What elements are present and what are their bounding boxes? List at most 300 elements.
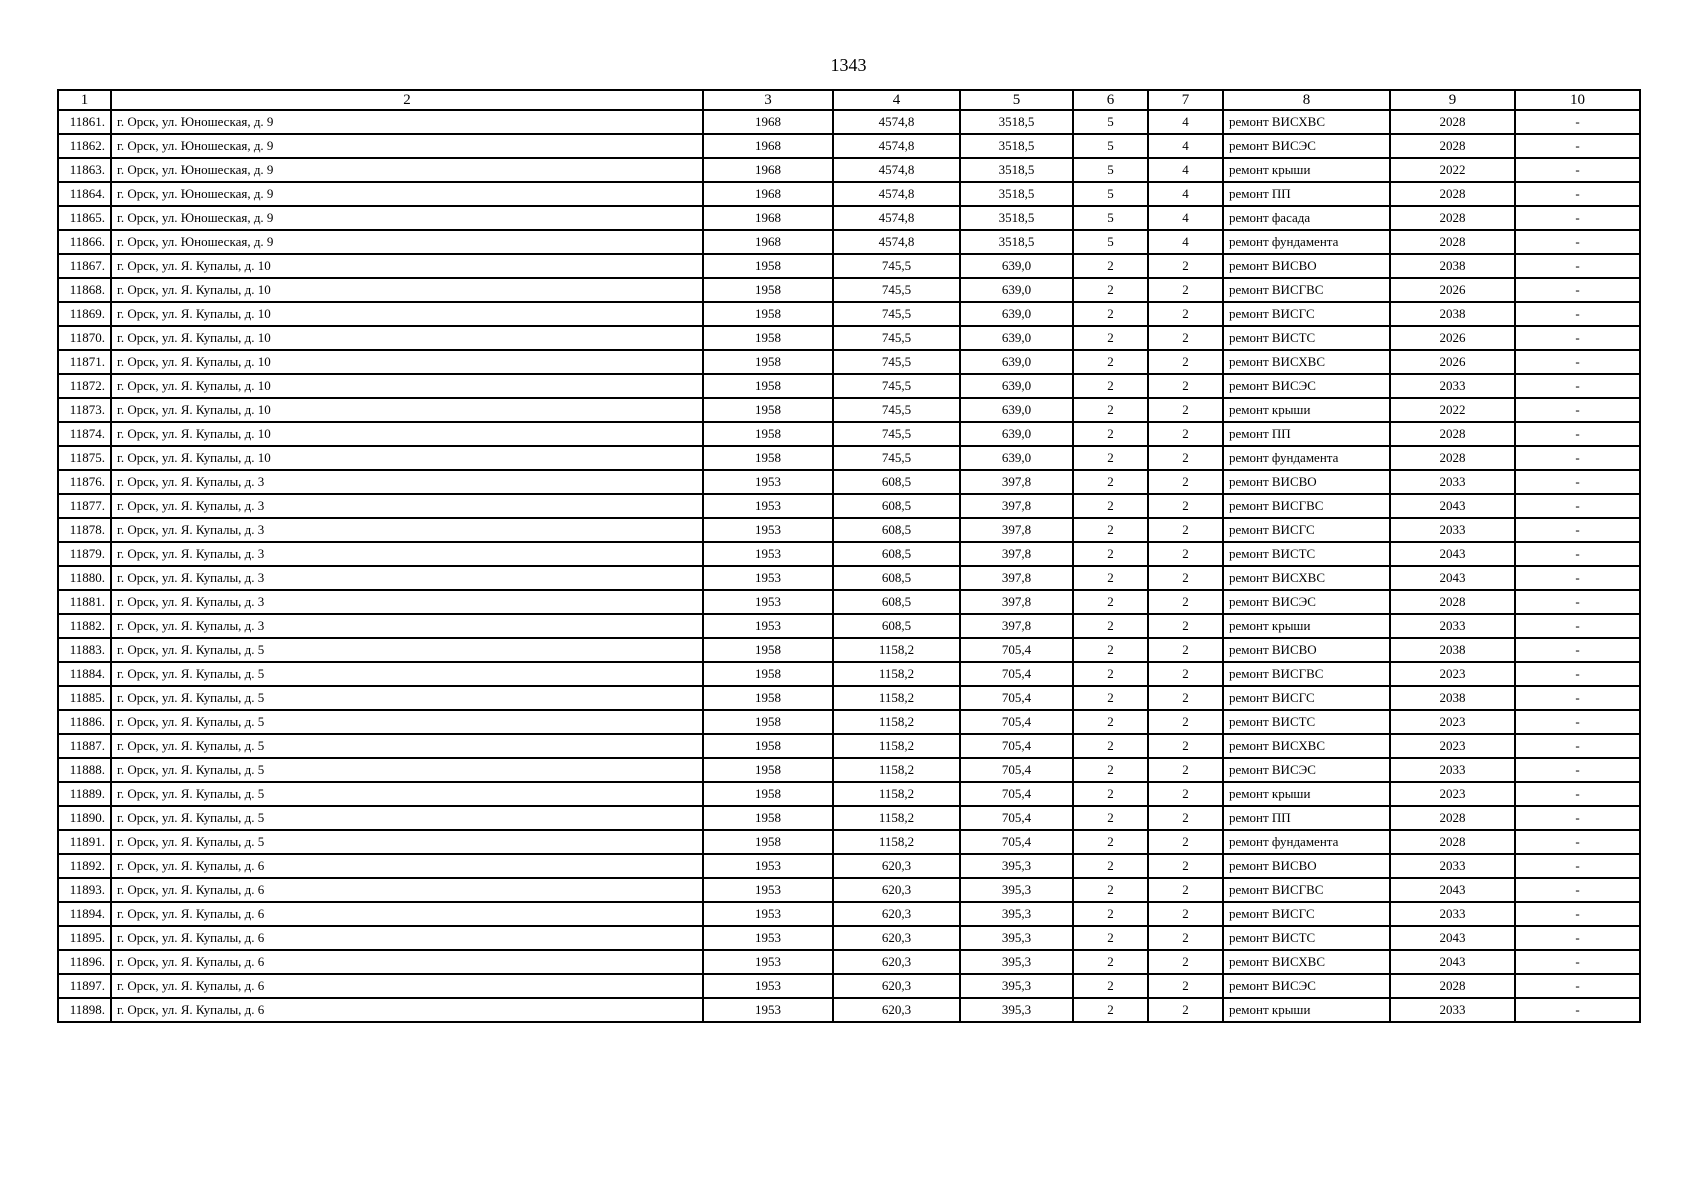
table-row bbox=[58, 398, 1640, 422]
living-area-cell: 639,0 bbox=[960, 302, 1073, 326]
year-built-cell: 1958 bbox=[703, 830, 833, 854]
work-type-cell: ремонт ВИСГВС bbox=[1223, 278, 1390, 302]
row-number-cell: 11892. bbox=[58, 854, 111, 878]
row-number-cell: 11873. bbox=[58, 398, 111, 422]
living-area-cell: 3518,5 bbox=[960, 206, 1073, 230]
plan-year-cell: 2028 bbox=[1390, 110, 1515, 134]
work-type-cell: ремонт ВИСТС bbox=[1223, 710, 1390, 734]
floors-cell: 2 bbox=[1073, 278, 1148, 302]
note-cell: - bbox=[1515, 830, 1640, 854]
year-built-cell: 1953 bbox=[703, 470, 833, 494]
table-row bbox=[58, 686, 1640, 710]
work-type-cell: ремонт ВИСГВС bbox=[1223, 494, 1390, 518]
column-header-8: 8 bbox=[1223, 90, 1390, 110]
address-cell: г. Орск, ул. Я. Купалы, д. 5 bbox=[111, 806, 703, 830]
living-area-cell: 639,0 bbox=[960, 422, 1073, 446]
floors-cell: 2 bbox=[1073, 518, 1148, 542]
note-cell: - bbox=[1515, 782, 1640, 806]
floors-cell: 2 bbox=[1073, 254, 1148, 278]
address-cell: г. Орск, ул. Я. Купалы, д. 5 bbox=[111, 758, 703, 782]
floors-cell: 5 bbox=[1073, 134, 1148, 158]
total-area-cell: 1158,2 bbox=[833, 686, 960, 710]
plan-year-cell: 2028 bbox=[1390, 446, 1515, 470]
work-type-cell: ремонт ВИСГС bbox=[1223, 902, 1390, 926]
note-cell: - bbox=[1515, 206, 1640, 230]
address-cell: г. Орск, ул. Я. Купалы, д. 10 bbox=[111, 326, 703, 350]
column-header-4: 4 bbox=[833, 90, 960, 110]
total-area-cell: 608,5 bbox=[833, 470, 960, 494]
row-number-cell: 11865. bbox=[58, 206, 111, 230]
entrances-cell: 2 bbox=[1148, 710, 1223, 734]
note-cell: - bbox=[1515, 446, 1640, 470]
living-area-cell: 705,4 bbox=[960, 638, 1073, 662]
year-built-cell: 1958 bbox=[703, 638, 833, 662]
table-row bbox=[58, 542, 1640, 566]
work-type-cell: ремонт крыши bbox=[1223, 782, 1390, 806]
note-cell: - bbox=[1515, 566, 1640, 590]
column-header-7: 7 bbox=[1148, 90, 1223, 110]
total-area-cell: 608,5 bbox=[833, 518, 960, 542]
column-header-9: 9 bbox=[1390, 90, 1515, 110]
note-cell: - bbox=[1515, 374, 1640, 398]
entrances-cell: 4 bbox=[1148, 110, 1223, 134]
row-number-cell: 11863. bbox=[58, 158, 111, 182]
row-number-cell: 11889. bbox=[58, 782, 111, 806]
entrances-cell: 2 bbox=[1148, 446, 1223, 470]
note-cell: - bbox=[1515, 278, 1640, 302]
table-row bbox=[58, 374, 1640, 398]
entrances-cell: 2 bbox=[1148, 470, 1223, 494]
total-area-cell: 745,5 bbox=[833, 398, 960, 422]
entrances-cell: 2 bbox=[1148, 278, 1223, 302]
plan-year-cell: 2043 bbox=[1390, 926, 1515, 950]
note-cell: - bbox=[1515, 182, 1640, 206]
work-type-cell: ремонт крыши bbox=[1223, 158, 1390, 182]
table-row bbox=[58, 518, 1640, 542]
entrances-cell: 2 bbox=[1148, 758, 1223, 782]
year-built-cell: 1958 bbox=[703, 662, 833, 686]
living-area-cell: 705,4 bbox=[960, 806, 1073, 830]
plan-year-cell: 2033 bbox=[1390, 374, 1515, 398]
row-number-cell: 11867. bbox=[58, 254, 111, 278]
floors-cell: 2 bbox=[1073, 734, 1148, 758]
year-built-cell: 1953 bbox=[703, 542, 833, 566]
plan-year-cell: 2026 bbox=[1390, 326, 1515, 350]
entrances-cell: 2 bbox=[1148, 854, 1223, 878]
note-cell: - bbox=[1515, 758, 1640, 782]
floors-cell: 2 bbox=[1073, 830, 1148, 854]
row-number-cell: 11880. bbox=[58, 566, 111, 590]
floors-cell: 5 bbox=[1073, 158, 1148, 182]
address-cell: г. Орск, ул. Я. Купалы, д. 5 bbox=[111, 638, 703, 662]
table-row bbox=[58, 782, 1640, 806]
year-built-cell: 1953 bbox=[703, 926, 833, 950]
row-number-cell: 11886. bbox=[58, 710, 111, 734]
year-built-cell: 1953 bbox=[703, 974, 833, 998]
plan-year-cell: 2043 bbox=[1390, 566, 1515, 590]
total-area-cell: 745,5 bbox=[833, 422, 960, 446]
entrances-cell: 2 bbox=[1148, 878, 1223, 902]
entrances-cell: 2 bbox=[1148, 398, 1223, 422]
entrances-cell: 2 bbox=[1148, 302, 1223, 326]
plan-year-cell: 2043 bbox=[1390, 494, 1515, 518]
year-built-cell: 1968 bbox=[703, 230, 833, 254]
work-type-cell: ремонт ВИСЭС bbox=[1223, 374, 1390, 398]
work-type-cell: ремонт ВИСЭС bbox=[1223, 758, 1390, 782]
total-area-cell: 1158,2 bbox=[833, 734, 960, 758]
address-cell: г. Орск, ул. Я. Купалы, д. 10 bbox=[111, 398, 703, 422]
plan-year-cell: 2026 bbox=[1390, 350, 1515, 374]
row-number-cell: 11890. bbox=[58, 806, 111, 830]
table-row bbox=[58, 902, 1640, 926]
living-area-cell: 3518,5 bbox=[960, 230, 1073, 254]
note-cell: - bbox=[1515, 902, 1640, 926]
address-cell: г. Орск, ул. Я. Купалы, д. 6 bbox=[111, 998, 703, 1022]
living-area-cell: 397,8 bbox=[960, 542, 1073, 566]
entrances-cell: 2 bbox=[1148, 326, 1223, 350]
entrances-cell: 4 bbox=[1148, 182, 1223, 206]
row-number-cell: 11872. bbox=[58, 374, 111, 398]
plan-year-cell: 2028 bbox=[1390, 230, 1515, 254]
address-cell: г. Орск, ул. Я. Купалы, д. 10 bbox=[111, 254, 703, 278]
floors-cell: 2 bbox=[1073, 662, 1148, 686]
total-area-cell: 745,5 bbox=[833, 446, 960, 470]
note-cell: - bbox=[1515, 302, 1640, 326]
note-cell: - bbox=[1515, 518, 1640, 542]
plan-year-cell: 2023 bbox=[1390, 710, 1515, 734]
plan-year-cell: 2038 bbox=[1390, 686, 1515, 710]
living-area-cell: 639,0 bbox=[960, 374, 1073, 398]
plan-year-cell: 2033 bbox=[1390, 614, 1515, 638]
year-built-cell: 1958 bbox=[703, 422, 833, 446]
address-cell: г. Орск, ул. Я. Купалы, д. 10 bbox=[111, 374, 703, 398]
table-row bbox=[58, 350, 1640, 374]
work-type-cell: ремонт ВИСГС bbox=[1223, 686, 1390, 710]
table-row bbox=[58, 470, 1640, 494]
floors-cell: 2 bbox=[1073, 446, 1148, 470]
address-cell: г. Орск, ул. Я. Купалы, д. 5 bbox=[111, 686, 703, 710]
table-row bbox=[58, 278, 1640, 302]
address-cell: г. Орск, ул. Я. Купалы, д. 5 bbox=[111, 710, 703, 734]
entrances-cell: 2 bbox=[1148, 662, 1223, 686]
column-header-6: 6 bbox=[1073, 90, 1148, 110]
total-area-cell: 620,3 bbox=[833, 878, 960, 902]
total-area-cell: 4574,8 bbox=[833, 110, 960, 134]
column-header-5: 5 bbox=[960, 90, 1073, 110]
work-type-cell: ремонт ВИСТС bbox=[1223, 326, 1390, 350]
table-row bbox=[58, 734, 1640, 758]
floors-cell: 2 bbox=[1073, 542, 1148, 566]
living-area-cell: 705,4 bbox=[960, 662, 1073, 686]
year-built-cell: 1958 bbox=[703, 278, 833, 302]
row-number-cell: 11870. bbox=[58, 326, 111, 350]
year-built-cell: 1958 bbox=[703, 398, 833, 422]
row-number-cell: 11893. bbox=[58, 878, 111, 902]
year-built-cell: 1953 bbox=[703, 902, 833, 926]
year-built-cell: 1958 bbox=[703, 806, 833, 830]
living-area-cell: 705,4 bbox=[960, 734, 1073, 758]
floors-cell: 2 bbox=[1073, 710, 1148, 734]
year-built-cell: 1968 bbox=[703, 110, 833, 134]
entrances-cell: 2 bbox=[1148, 974, 1223, 998]
table-row bbox=[58, 758, 1640, 782]
address-cell: г. Орск, ул. Я. Купалы, д. 5 bbox=[111, 830, 703, 854]
year-built-cell: 1953 bbox=[703, 590, 833, 614]
row-number-cell: 11896. bbox=[58, 950, 111, 974]
year-built-cell: 1968 bbox=[703, 134, 833, 158]
entrances-cell: 2 bbox=[1148, 830, 1223, 854]
row-number-cell: 11897. bbox=[58, 974, 111, 998]
total-area-cell: 620,3 bbox=[833, 902, 960, 926]
note-cell: - bbox=[1515, 806, 1640, 830]
work-type-cell: ремонт ВИСГВС bbox=[1223, 662, 1390, 686]
total-area-cell: 4574,8 bbox=[833, 230, 960, 254]
plan-year-cell: 2022 bbox=[1390, 398, 1515, 422]
floors-cell: 2 bbox=[1073, 950, 1148, 974]
plan-year-cell: 2038 bbox=[1390, 302, 1515, 326]
entrances-cell: 4 bbox=[1148, 158, 1223, 182]
year-built-cell: 1953 bbox=[703, 566, 833, 590]
table-row bbox=[58, 638, 1640, 662]
note-cell: - bbox=[1515, 254, 1640, 278]
floors-cell: 5 bbox=[1073, 110, 1148, 134]
entrances-cell: 2 bbox=[1148, 350, 1223, 374]
living-area-cell: 705,4 bbox=[960, 710, 1073, 734]
address-cell: г. Орск, ул. Я. Купалы, д. 10 bbox=[111, 422, 703, 446]
work-type-cell: ремонт ВИСГС bbox=[1223, 518, 1390, 542]
plan-year-cell: 2023 bbox=[1390, 734, 1515, 758]
work-type-cell: ремонт ВИСЭС bbox=[1223, 134, 1390, 158]
work-type-cell: ремонт ВИСГС bbox=[1223, 302, 1390, 326]
note-cell: - bbox=[1515, 230, 1640, 254]
address-cell: г. Орск, ул. Я. Купалы, д. 10 bbox=[111, 302, 703, 326]
note-cell: - bbox=[1515, 926, 1640, 950]
row-number-cell: 11887. bbox=[58, 734, 111, 758]
total-area-cell: 620,3 bbox=[833, 974, 960, 998]
living-area-cell: 705,4 bbox=[960, 830, 1073, 854]
floors-cell: 5 bbox=[1073, 206, 1148, 230]
floors-cell: 2 bbox=[1073, 974, 1148, 998]
table-row bbox=[58, 830, 1640, 854]
table-row bbox=[58, 974, 1640, 998]
plan-year-cell: 2038 bbox=[1390, 638, 1515, 662]
floors-cell: 2 bbox=[1073, 422, 1148, 446]
plan-year-cell: 2026 bbox=[1390, 278, 1515, 302]
year-built-cell: 1968 bbox=[703, 206, 833, 230]
note-cell: - bbox=[1515, 662, 1640, 686]
total-area-cell: 1158,2 bbox=[833, 638, 960, 662]
entrances-cell: 2 bbox=[1148, 926, 1223, 950]
table-row bbox=[58, 422, 1640, 446]
total-area-cell: 745,5 bbox=[833, 278, 960, 302]
note-cell: - bbox=[1515, 398, 1640, 422]
address-cell: г. Орск, ул. Я. Купалы, д. 6 bbox=[111, 974, 703, 998]
year-built-cell: 1968 bbox=[703, 182, 833, 206]
table-row bbox=[58, 182, 1640, 206]
address-cell: г. Орск, ул. Я. Купалы, д. 3 bbox=[111, 542, 703, 566]
total-area-cell: 608,5 bbox=[833, 542, 960, 566]
row-number-cell: 11898. bbox=[58, 998, 111, 1022]
total-area-cell: 4574,8 bbox=[833, 182, 960, 206]
year-built-cell: 1953 bbox=[703, 494, 833, 518]
work-type-cell: ремонт ПП bbox=[1223, 182, 1390, 206]
floors-cell: 2 bbox=[1073, 470, 1148, 494]
total-area-cell: 620,3 bbox=[833, 854, 960, 878]
table-row bbox=[58, 566, 1640, 590]
entrances-cell: 4 bbox=[1148, 230, 1223, 254]
note-cell: - bbox=[1515, 470, 1640, 494]
note-cell: - bbox=[1515, 422, 1640, 446]
total-area-cell: 608,5 bbox=[833, 614, 960, 638]
table-row bbox=[58, 446, 1640, 470]
work-type-cell: ремонт ВИСТС bbox=[1223, 542, 1390, 566]
floors-cell: 2 bbox=[1073, 494, 1148, 518]
table-row bbox=[58, 854, 1640, 878]
row-number-cell: 11884. bbox=[58, 662, 111, 686]
floors-cell: 2 bbox=[1073, 758, 1148, 782]
table-row bbox=[58, 806, 1640, 830]
floors-cell: 2 bbox=[1073, 326, 1148, 350]
address-cell: г. Орск, ул. Я. Купалы, д. 3 bbox=[111, 518, 703, 542]
row-number-cell: 11864. bbox=[58, 182, 111, 206]
table-row bbox=[58, 926, 1640, 950]
floors-cell: 2 bbox=[1073, 566, 1148, 590]
plan-year-cell: 2043 bbox=[1390, 878, 1515, 902]
note-cell: - bbox=[1515, 974, 1640, 998]
living-area-cell: 397,8 bbox=[960, 518, 1073, 542]
table-row bbox=[58, 494, 1640, 518]
floors-cell: 2 bbox=[1073, 902, 1148, 926]
total-area-cell: 1158,2 bbox=[833, 782, 960, 806]
housing-repair-table bbox=[57, 89, 1641, 1023]
year-built-cell: 1958 bbox=[703, 254, 833, 278]
work-type-cell: ремонт ВИСЭС bbox=[1223, 974, 1390, 998]
floors-cell: 2 bbox=[1073, 350, 1148, 374]
living-area-cell: 397,8 bbox=[960, 614, 1073, 638]
year-built-cell: 1953 bbox=[703, 614, 833, 638]
entrances-cell: 2 bbox=[1148, 902, 1223, 926]
address-cell: г. Орск, ул. Юношеская, д. 9 bbox=[111, 158, 703, 182]
note-cell: - bbox=[1515, 638, 1640, 662]
row-number-cell: 11875. bbox=[58, 446, 111, 470]
living-area-cell: 395,3 bbox=[960, 878, 1073, 902]
floors-cell: 2 bbox=[1073, 806, 1148, 830]
entrances-cell: 2 bbox=[1148, 542, 1223, 566]
row-number-cell: 11876. bbox=[58, 470, 111, 494]
address-cell: г. Орск, ул. Я. Купалы, д. 5 bbox=[111, 782, 703, 806]
plan-year-cell: 2028 bbox=[1390, 182, 1515, 206]
work-type-cell: ремонт ВИСТС bbox=[1223, 926, 1390, 950]
note-cell: - bbox=[1515, 998, 1640, 1022]
year-built-cell: 1953 bbox=[703, 878, 833, 902]
address-cell: г. Орск, ул. Юношеская, д. 9 bbox=[111, 182, 703, 206]
address-cell: г. Орск, ул. Я. Купалы, д. 6 bbox=[111, 950, 703, 974]
table-row bbox=[58, 710, 1640, 734]
table-row bbox=[58, 950, 1640, 974]
plan-year-cell: 2033 bbox=[1390, 854, 1515, 878]
plan-year-cell: 2028 bbox=[1390, 590, 1515, 614]
row-number-cell: 11877. bbox=[58, 494, 111, 518]
total-area-cell: 745,5 bbox=[833, 374, 960, 398]
table-row bbox=[58, 254, 1640, 278]
row-number-cell: 11891. bbox=[58, 830, 111, 854]
work-type-cell: ремонт ВИСХВС bbox=[1223, 950, 1390, 974]
year-built-cell: 1958 bbox=[703, 446, 833, 470]
address-cell: г. Орск, ул. Я. Купалы, д. 6 bbox=[111, 902, 703, 926]
plan-year-cell: 2028 bbox=[1390, 974, 1515, 998]
living-area-cell: 705,4 bbox=[960, 758, 1073, 782]
entrances-cell: 2 bbox=[1148, 998, 1223, 1022]
address-cell: г. Орск, ул. Я. Купалы, д. 3 bbox=[111, 590, 703, 614]
year-built-cell: 1958 bbox=[703, 302, 833, 326]
address-cell: г. Орск, ул. Я. Купалы, д. 5 bbox=[111, 662, 703, 686]
work-type-cell: ремонт крыши bbox=[1223, 614, 1390, 638]
work-type-cell: ремонт ВИСВО bbox=[1223, 854, 1390, 878]
work-type-cell: ремонт ПП bbox=[1223, 806, 1390, 830]
work-type-cell: ремонт ВИСВО bbox=[1223, 470, 1390, 494]
work-type-cell: ремонт крыши bbox=[1223, 998, 1390, 1022]
floors-cell: 2 bbox=[1073, 614, 1148, 638]
living-area-cell: 705,4 bbox=[960, 782, 1073, 806]
entrances-cell: 2 bbox=[1148, 638, 1223, 662]
note-cell: - bbox=[1515, 110, 1640, 134]
row-number-cell: 11885. bbox=[58, 686, 111, 710]
floors-cell: 2 bbox=[1073, 854, 1148, 878]
entrances-cell: 2 bbox=[1148, 374, 1223, 398]
work-type-cell: ремонт ВИСВО bbox=[1223, 638, 1390, 662]
total-area-cell: 1158,2 bbox=[833, 758, 960, 782]
note-cell: - bbox=[1515, 710, 1640, 734]
total-area-cell: 745,5 bbox=[833, 350, 960, 374]
floors-cell: 2 bbox=[1073, 686, 1148, 710]
plan-year-cell: 2043 bbox=[1390, 950, 1515, 974]
table-row bbox=[58, 110, 1640, 134]
table-row bbox=[58, 326, 1640, 350]
year-built-cell: 1953 bbox=[703, 518, 833, 542]
living-area-cell: 395,3 bbox=[960, 854, 1073, 878]
note-cell: - bbox=[1515, 350, 1640, 374]
plan-year-cell: 2028 bbox=[1390, 422, 1515, 446]
row-number-cell: 11881. bbox=[58, 590, 111, 614]
entrances-cell: 2 bbox=[1148, 254, 1223, 278]
total-area-cell: 4574,8 bbox=[833, 206, 960, 230]
table-row bbox=[58, 206, 1640, 230]
work-type-cell: ремонт ВИСХВС bbox=[1223, 566, 1390, 590]
table-row bbox=[58, 614, 1640, 638]
entrances-cell: 2 bbox=[1148, 494, 1223, 518]
total-area-cell: 745,5 bbox=[833, 254, 960, 278]
note-cell: - bbox=[1515, 950, 1640, 974]
entrances-cell: 2 bbox=[1148, 734, 1223, 758]
floors-cell: 2 bbox=[1073, 782, 1148, 806]
row-number-cell: 11895. bbox=[58, 926, 111, 950]
column-header-1: 1 bbox=[58, 90, 111, 110]
plan-year-cell: 2033 bbox=[1390, 470, 1515, 494]
table-row bbox=[58, 134, 1640, 158]
floors-cell: 2 bbox=[1073, 998, 1148, 1022]
entrances-cell: 2 bbox=[1148, 782, 1223, 806]
living-area-cell: 3518,5 bbox=[960, 110, 1073, 134]
living-area-cell: 705,4 bbox=[960, 686, 1073, 710]
column-header-3: 3 bbox=[703, 90, 833, 110]
living-area-cell: 3518,5 bbox=[960, 182, 1073, 206]
address-cell: г. Орск, ул. Я. Купалы, д. 6 bbox=[111, 878, 703, 902]
floors-cell: 2 bbox=[1073, 926, 1148, 950]
floors-cell: 2 bbox=[1073, 638, 1148, 662]
note-cell: - bbox=[1515, 134, 1640, 158]
living-area-cell: 639,0 bbox=[960, 446, 1073, 470]
address-cell: г. Орск, ул. Я. Купалы, д. 10 bbox=[111, 446, 703, 470]
